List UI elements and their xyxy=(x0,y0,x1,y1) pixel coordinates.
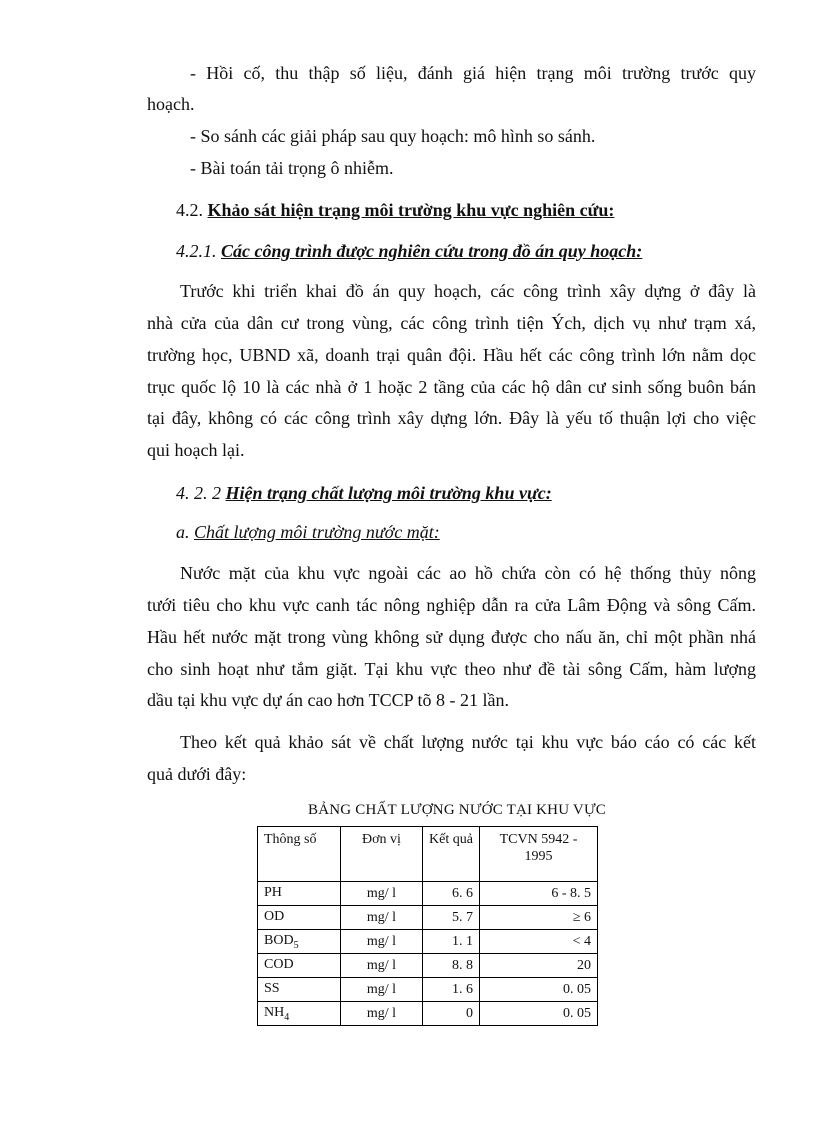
table-row xyxy=(258,978,598,1002)
section-number: 4.2. xyxy=(176,200,208,220)
cell-result: 0 xyxy=(423,1002,480,1026)
section-heading-4-2-2 xyxy=(176,482,552,504)
water-quality-table xyxy=(257,826,598,1026)
text-line: Nước mặt của khu vực ngoài các ao hồ chứa còn có hệ thống thủy nông xyxy=(180,563,756,583)
bullet-line-3: - Bài toán tải trọng ô nhiễm. xyxy=(190,158,394,178)
cell-standard: < 4 xyxy=(480,930,598,954)
header-result: Kết quả xyxy=(423,827,480,882)
section-number: 4. 2. 2 xyxy=(176,483,226,503)
cell-unit: mg/ l xyxy=(341,930,423,954)
subsection-number: a. xyxy=(176,522,194,542)
cell-result: 1. 6 xyxy=(423,978,480,1002)
section-heading-4-2 xyxy=(176,199,614,221)
section-number: 4.2.1. xyxy=(176,241,221,261)
text-line: Trước khi triển khai đồ án quy hoạch, các công trình xây dựng ở đây là xyxy=(180,281,756,301)
text-line: nhà cửa của dân cư trong vùng, các công trình tiện Ých, dịch vụ như trạm xá, xyxy=(147,313,756,333)
bullet-line-1-cont: hoạch. xyxy=(147,94,195,114)
cell-unit: mg/ l xyxy=(341,882,423,906)
cell-result: 8. 8 xyxy=(423,954,480,978)
text-line: tại đây, không có các công trình xây dựng lớn. Đây là yếu tố thuận lợi cho việc xyxy=(147,408,756,428)
cell-unit: mg/ l xyxy=(341,1002,423,1026)
cell-standard: 6 - 8. 5 xyxy=(480,882,598,906)
cell-parameter: SS xyxy=(258,978,341,1002)
text-line: Theo kết quả khảo sát về chất lượng nước tại khu vực báo cáo có các kết xyxy=(180,732,756,752)
cell-parameter: $NH_4$ xyxy=(258,1002,341,1026)
cell-parameter: COD xyxy=(258,954,341,978)
table-header-row xyxy=(258,827,598,882)
cell-result: 6. 6 xyxy=(423,882,480,906)
cell-parameter: $BOD_5$ xyxy=(258,930,341,954)
cell-parameter: OD xyxy=(258,906,341,930)
table-title: BẢNG CHẤT LƯỢNG NƯỚC TẠI KHU VỰC xyxy=(308,802,606,818)
bullet-line-2: - So sánh các giải pháp sau quy hoạch: mô hình so sánh. xyxy=(190,126,596,146)
table-row xyxy=(258,954,598,978)
cell-standard: 0. 05 xyxy=(480,1002,598,1026)
text-line: qui hoạch lại. xyxy=(147,440,245,460)
table-row xyxy=(258,1002,598,1026)
text-line: quả dưới đây: xyxy=(147,764,247,784)
cell-unit: mg/ l xyxy=(341,906,423,930)
cell-result: 1. 1 xyxy=(423,930,480,954)
text-line: Hầu hết nước mặt trong vùng không sử dụng được cho nấu ăn, chỉ một phần nhá xyxy=(147,627,756,647)
header-parameter: Thông số xyxy=(258,827,341,882)
text-line: trường học, UBND xã, doanh trại quân đội. Hầu hết các công trình lớn nằm dọc xyxy=(147,345,756,365)
table-row xyxy=(258,906,598,930)
header-standard: TCVN 5942 - 1995 xyxy=(480,827,598,882)
table-row xyxy=(258,882,598,906)
header-unit: Đơn vị xyxy=(341,827,423,882)
cell-standard: ≥ 6 xyxy=(480,906,598,930)
text-line: tưới tiêu cho khu vực canh tác nông nghiệp dẫn ra cửa Lâm Động và sông Cấm. xyxy=(147,595,756,615)
subsection-title: Chất lượng môi trường nước mặt: xyxy=(194,522,440,542)
bullet-line-1: - Hồi cố, thu thập số liệu, đánh giá hiện trạng môi trường trước quy xyxy=(190,63,756,83)
section-title: Khảo sát hiện trạng môi trường khu vực nghiên cứu: xyxy=(207,200,615,220)
cell-unit: mg/ l xyxy=(341,978,423,1002)
text-line: trục quốc lộ 10 là các nhà ở 1 hoặc 2 tầng của các hộ dân cư sinh sống buôn bán xyxy=(147,377,756,397)
cell-standard: 20 xyxy=(480,954,598,978)
cell-result: 5. 7 xyxy=(423,906,480,930)
section-title: Các công trình được nghiên cứu trong đồ án quy hoạch: xyxy=(221,241,643,261)
cell-unit: mg/ l xyxy=(341,954,423,978)
cell-standard: 0. 05 xyxy=(480,978,598,1002)
table-row xyxy=(258,930,598,954)
section-title: Hiện trạng chất lượng môi trường khu vực: xyxy=(225,483,552,503)
subsection-heading-a xyxy=(176,521,440,543)
cell-parameter: PH xyxy=(258,882,341,906)
text-line: dầu tại khu vực dự án cao hơn TCCP tõ 8 - 21 lần. xyxy=(147,690,509,710)
text-line: cho sinh hoạt như tắm giặt. Tại khu vực theo như đề tài sông Cấm, hàm lượng xyxy=(147,659,756,679)
section-heading-4-2-1 xyxy=(176,240,642,262)
